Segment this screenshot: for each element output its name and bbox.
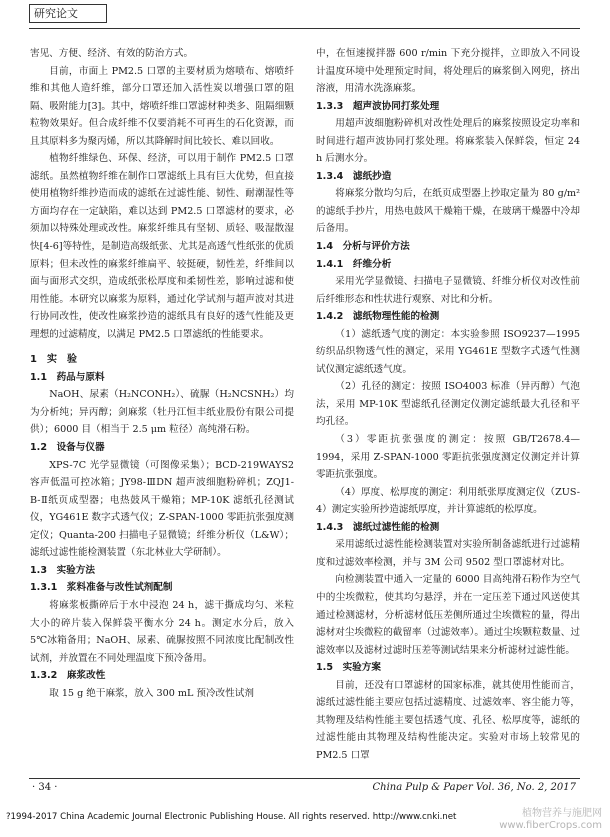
left-column	[30, 45, 294, 702]
body-paragraph: 将麻浆分散均匀后，在纸页成型器上抄取定量为 80 g/m² 的滤纸手抄片，用热电鼓风干燥箱干燥，在玻璃干燥器中冷却后备用。	[316, 188, 580, 235]
subsection-heading: 1.3 实验方法	[30, 564, 95, 576]
site-watermark	[499, 808, 602, 832]
body-paragraph: （1）滤纸透气度的测定：本实验参照 ISO9237—1995 纺织品织物透气性的测定，采用 YG461E 型数字式透气性测试仪测定滤纸透气度。	[316, 328, 580, 375]
copyright-notice: ?1994-2017 China Academic Journal Electronic Publishing House. All rights reserved. http://www.cnki.net	[6, 812, 457, 822]
body-paragraph: 用超声波细胞粉碎机对改性处理后的麻浆按照设定功率和时间进行超声波协同打浆处理。将麻浆装入保鲜袋，恒定 24 h 后测水分。	[316, 118, 580, 165]
body-paragraph: NaOH、尿素（H₂NCONH₂）、硫脲（H₂NCSNH₂）均为分析纯；异丙醇；剑麻浆（牡丹江恒丰纸业股份有限公司提供）；6000 目（相当于 2.5 μm 粒径）高纯滑石粉。	[30, 389, 294, 436]
subsection-heading: 1.2 设备与仪器	[30, 442, 105, 454]
footer-divider	[29, 778, 580, 779]
paragraph-gap	[30, 343, 294, 351]
subsection-heading: 1.4.1 纤维分析	[316, 258, 392, 270]
body-paragraph: XPS-7C 光学显微镜（可图像采集）；BCD-219WAYS2 容声低温可控冰箱；JY98-ⅢDN 超声波细胞粉碎机；ZQJ1-B-Ⅱ纸页成型器；电热鼓风干燥箱；MP-10K 滤纸孔径测试仪，YG461E 数字式透气仪；Z-SPAN-1000 零距抗张强度测定仪；Quanta-200 扫描电子显微镜；纤维分析仪（L&W）；滤纸过滤性能检测装置（东北林业大学研制）。	[30, 459, 294, 559]
subsection-heading: 1.3.3 超声波协同打浆处理	[316, 100, 440, 112]
body-paragraph: （3）零距抗张强度的测定：按照 GB/T2678.4—1994，采用 Z-SPAN-1000 零距抗张强度测定仪测定并计算零距抗张强度。	[316, 434, 580, 481]
watermark-url: www.fiberCrops.com	[499, 820, 602, 831]
subsection-heading: 1.4.3 滤纸过滤性能的检测	[316, 521, 440, 533]
subsection-heading: 1.3.1 浆料准备与改性试剂配制	[30, 582, 173, 594]
section-header-tag: 研究论文	[29, 4, 107, 23]
body-paragraph: 将麻浆板撕碎后于水中浸泡 24 h，滤干撕成均匀、米粒大小的碎片装入保鲜袋平衡水分 24 h。测定水分后，放入 5℃冰箱备用；NaOH、尿素、硫脲按照不同浓度比配制改性试剂，并放置在不同处理温度下预冷备用。	[30, 599, 294, 664]
section-heading: 1 实 验	[30, 354, 77, 366]
body-paragraph: 向检测装置中通入一定量的 6000 目高纯滑石粉作为空气中的尘埃微粒，使其均匀悬浮，并在一定压差下通过风送使其通过检测滤材，分析滤材低压差侧所通过尘埃微粒的量，得出滤材对尘埃微粒的截留率（过滤效率）。通过尘埃颗粒数量、过滤效率以及滤材过滤时压差等测试结果来分析滤材过滤性能。	[316, 574, 580, 656]
subsection-heading: 1.1 药品与原料	[30, 371, 105, 383]
body-paragraph: 目前，市面上 PM2.5 口罩的主要材质为熔喷布、熔喷纤维和其他人造纤维，部分口罩还加入活性炭以增强口罩的阻隔、吸附能力[3]。其中，熔喷纤维口罩滤材种类多、阻隔细颗粒物效果好。但合成纤维不仅要消耗不可再生的石化资源，而且其原料多为聚丙烯，所以其降解时间比较长、难以回收。	[30, 65, 294, 147]
subsection-heading: 1.4 分析与评价方法	[316, 241, 410, 253]
watermark-line: 植物营养与施肥网	[522, 808, 602, 819]
header-divider	[29, 28, 580, 29]
subsection-heading: 1.4.2 滤纸物理性能的检测	[316, 311, 440, 323]
body-paragraph: （4）厚度、松厚度的测定：利用纸张厚度测定仪（ZUS-4）测定实验所抄造滤纸厚度，并计算滤纸的松厚度。	[316, 486, 580, 516]
subsection-heading: 1.3.4 滤纸抄造	[316, 170, 392, 182]
body-paragraph: 植物纤维绿色、环保、经济，可以用于制作 PM2.5 口罩滤纸。虽然植物纤维在制作口罩滤纸上具有巨大优势，但直接使用植物纤维抄造而成的滤纸在过滤性能、韧性、耐潮湿性等方面均存在一定缺陷，难以达到 PM2.5 口罩滤材的要求，必须加以特殊处理或改性。麻浆纤维具有坚韧、质轻、吸湿散湿快[4-6]等特性，是制造高级纸张、尤其是高透气性纸张的优质原料；但未改性的麻浆纤维扁平、较挺硬，韧性差，纤维间以面与面形式交织，造成纸张松厚度和柔韧性差，影响过滤和使用性能。本研究以麻浆为原料，通过化学试剂与超声波对其进行协同改性，使改性麻浆抄造的滤纸具有良好的透气性能及更理想的过滤精度，以满足 PM2.5 口罩滤纸的性能要求。	[30, 153, 294, 340]
journal-citation: China Pulp & Paper Vol. 36, No. 2, 2017	[372, 782, 576, 793]
right-column	[316, 45, 580, 764]
body-paragraph: 害见、方便、经济、有效的防治方式。	[30, 48, 194, 59]
subsection-heading: 1.3.2 麻浆改性	[30, 670, 106, 682]
body-paragraph: 采用滤纸过滤性能检测装置对实验所制备滤纸进行过滤精度和过滤效率检测，并与 3M 公司 9502 型口罩滤材对比。	[316, 539, 580, 568]
body-paragraph: （2）孔径的测定：按照 ISO4003 标准（异丙醇）气泡法，采用 MP-10K 型滤纸孔径测定仪测定滤纸最大孔径和平均孔径。	[316, 381, 580, 428]
subsection-heading: 1.5 实验方案	[316, 662, 381, 674]
page-number: · 34 ·	[32, 782, 58, 793]
body-paragraph: 目前，还没有口罩滤材的国家标准，就其使用性能而言，滤纸过滤性能主要应包括过滤精度、过滤效率、容尘能力等，其物理及结构性能主要包括透气度、孔径、松厚度等，滤纸的过滤性能由其物理及结构性能决定。实验对市场上较常见的 PM2.5 口罩	[316, 679, 580, 761]
body-paragraph: 采用光学显微镜、扫描电子显微镜、纤维分析仪对改性前后纤维形态和性状进行观察、对比和分析。	[316, 276, 580, 305]
body-paragraph: 中，在恒速搅拌器 600 r/min 下充分搅拌，立即放入不同设计温度环境中处理预定时间，将处理后的麻浆倒入网兜，挤出溶液，用清水洗涤麻浆。	[316, 48, 580, 95]
body-paragraph: 取 15 g 绝干麻浆，放入 300 mL 预冷改性试剂	[49, 687, 254, 699]
